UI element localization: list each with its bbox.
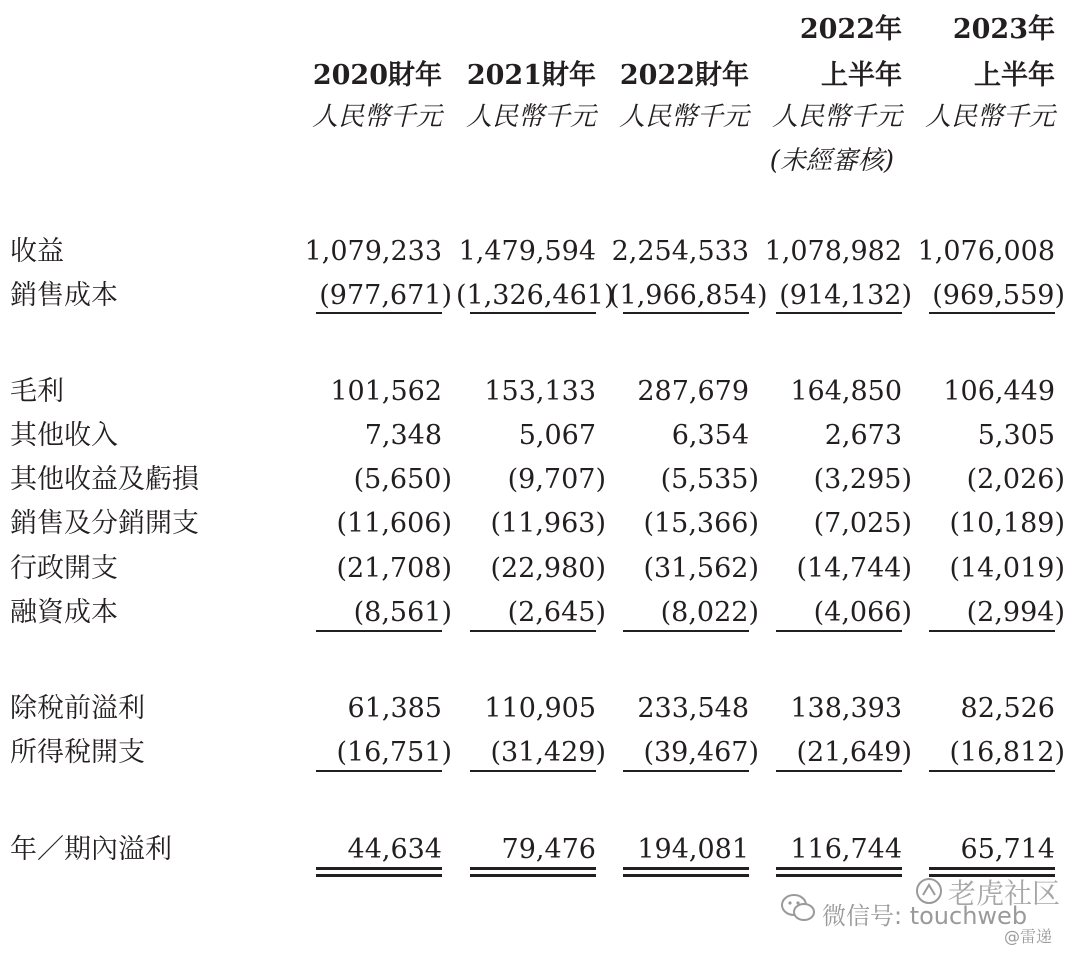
subtotal-rule [929,312,1055,314]
subtotal-rule [776,312,902,314]
cell: (39,467) [643,737,759,768]
cell: (977,671) [319,280,452,311]
cell: 287,679 [637,376,749,407]
cell: (21,708) [336,553,452,584]
column-year: 2022年 [799,14,902,45]
cell: (14,019) [949,553,1065,584]
cell: (10,189) [949,508,1065,539]
cell: 116,744 [790,834,902,865]
wechat-icon [780,893,816,923]
cell: 1,079,233 [304,236,442,267]
cell: (914,132) [779,280,912,311]
cell: (969,559) [932,280,1065,311]
row-label: 年／期內溢利 [10,834,172,865]
total-double-rule [623,874,749,877]
cell: (11,606) [336,508,452,539]
column-period: 2022財年 [619,60,749,91]
column-period: 2020財年 [312,60,442,91]
total-double-rule [470,867,596,870]
subtotal-rule [623,630,749,632]
subtotal-rule [929,770,1055,772]
cell: 2,673 [824,420,902,451]
subtotal-rule [316,312,442,314]
cell: (16,751) [336,737,452,768]
column-unit: 人民幣千元 [465,102,596,132]
cell: 2,254,533 [611,236,749,267]
subtotal-rule [470,630,596,632]
cell: (2,645) [507,597,606,628]
cell: 44,634 [347,834,442,865]
cell: 106,449 [943,376,1055,407]
cell: 5,067 [518,420,596,451]
row-label: 毛利 [10,376,64,407]
cell: 82,526 [960,693,1055,724]
brand-logo-icon [914,876,944,906]
cell: (22,980) [490,553,606,584]
subtotal-rule [623,770,749,772]
row-label: 所得稅開支 [10,737,145,768]
cell: (31,429) [490,737,606,768]
brand-name: 老虎社区 [948,877,1061,910]
column-unit: 人民幣千元 [618,102,749,132]
total-double-rule [776,874,902,877]
subtotal-rule [776,630,902,632]
cell: 164,850 [790,376,902,407]
cell: (3,295) [813,464,912,495]
column-period: 上半年 [974,60,1055,91]
row-label: 其他收入 [10,420,118,451]
subtotal-rule [776,770,902,772]
column-period: 2021財年 [466,60,596,91]
cell: 7,348 [364,420,442,451]
subtotal-rule [316,630,442,632]
row-label: 行政開支 [10,553,118,584]
cell: 1,078,982 [764,236,902,267]
cell: (2,026) [966,464,1065,495]
cell: (15,366) [643,508,759,539]
cell: 61,385 [347,693,442,724]
cell: 79,476 [501,834,596,865]
cell: (1,966,854) [609,280,768,311]
cell: 1,076,008 [917,236,1055,267]
cell: 233,548 [637,693,749,724]
cell: (8,022) [660,597,759,628]
row-label: 其他收益及虧損 [10,464,199,495]
row-label: 銷售成本 [10,280,118,311]
cell: (31,562) [643,553,759,584]
unaudited-note: (未經審核) [769,146,894,176]
row-label: 除稅前溢利 [10,693,145,724]
cell: 138,393 [790,693,902,724]
source-handle: @雷递 [1004,927,1053,946]
subtotal-rule [623,312,749,314]
cell: (16,812) [949,737,1065,768]
cell: (11,963) [490,508,606,539]
cell: 194,081 [637,834,749,865]
total-double-rule [470,874,596,877]
total-double-rule [776,867,902,870]
cell: (5,535) [660,464,759,495]
column-unit: 人民幣千元 [924,102,1055,132]
cell: (2,994) [966,597,1065,628]
cell: (8,561) [353,597,452,628]
row-label: 銷售及分銷開支 [10,508,199,539]
cell: (21,649) [796,737,912,768]
total-double-rule [929,867,1055,870]
cell: (1,326,461) [456,280,615,311]
cell: (9,707) [507,464,606,495]
total-double-rule [316,867,442,870]
column-unit: 人民幣千元 [311,102,442,132]
column-year: 2023年 [952,14,1055,45]
subtotal-rule [316,770,442,772]
subtotal-rule [470,312,596,314]
cell: 65,714 [960,834,1055,865]
row-label: 融資成本 [10,597,118,628]
cell: 153,133 [484,376,596,407]
cell: 1,479,594 [458,236,596,267]
cell: (14,744) [796,553,912,584]
cell: 101,562 [330,376,442,407]
cell: (5,650) [353,464,452,495]
row-label: 收益 [10,236,64,267]
column-period: 上半年 [821,60,902,91]
cell: 110,905 [484,693,596,724]
cell: (7,025) [813,508,912,539]
cell: 6,354 [671,420,749,451]
column-unit: 人民幣千元 [771,102,902,132]
total-double-rule [316,874,442,877]
total-double-rule [623,867,749,870]
subtotal-rule [470,770,596,772]
wechat-id: 微信号: touchweb [822,902,1028,930]
cell: 5,305 [977,420,1055,451]
cell: (4,066) [813,597,912,628]
subtotal-rule [929,630,1055,632]
